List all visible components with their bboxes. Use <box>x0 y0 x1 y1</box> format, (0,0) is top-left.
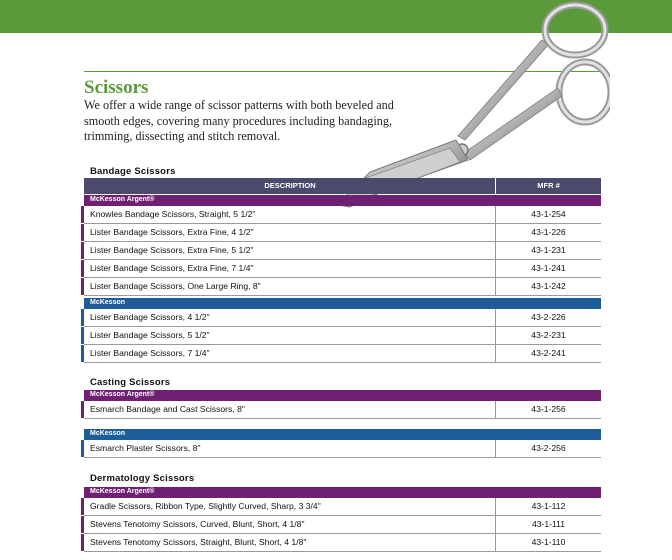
row-description: Gradle Scissors, Ribbon Type, Slightly Curved, Sharp, 3 3/4" <box>90 501 321 511</box>
brand-label: McKesson Argent® <box>90 196 155 203</box>
table-dermatology-argent <box>84 498 601 552</box>
brand-bar-mckesson <box>84 429 601 440</box>
row-description: Lister Bandage Scissors, One Large Ring, 8" <box>90 281 261 291</box>
column-mfr: MFR # <box>537 181 560 190</box>
brand-label: McKesson <box>90 299 126 306</box>
table-row <box>84 278 601 296</box>
brand-bar-argent <box>84 195 601 206</box>
table-row <box>84 440 601 458</box>
table-row <box>84 224 601 242</box>
row-description: Lister Bandage Scissors, Extra Fine, 7 1/4" <box>90 263 254 273</box>
brand-label: McKesson <box>90 430 126 437</box>
row-mfr-number: 43-1-256 <box>531 404 566 414</box>
section-title-casting: Casting Scissors <box>90 377 171 388</box>
table-row <box>84 327 601 345</box>
row-mfr-number: 43-1-242 <box>531 281 566 291</box>
row-description: Lister Bandage Scissors, 4 1/2" <box>90 312 210 322</box>
row-description: Lister Bandage Scissors, Extra Fine, 4 1/2" <box>90 227 254 237</box>
table-casting-mckesson <box>84 440 601 458</box>
table-row <box>84 309 601 327</box>
brand-bar-argent <box>84 390 601 401</box>
table-row <box>84 498 601 516</box>
row-mfr-number: 43-2-241 <box>531 348 566 358</box>
column-header <box>84 178 601 194</box>
row-description: Lister Bandage Scissors, 5 1/2" <box>90 330 210 340</box>
row-description: Stevens Tenotomy Scissors, Straight, Blunt, Short, 4 1/8" <box>90 537 307 547</box>
row-mfr-number: 43-1-110 <box>531 537 566 547</box>
row-description: Stevens Tenotomy Scissors, Curved, Blunt, Short, 4 1/8" <box>90 519 305 529</box>
row-mfr-number: 43-1-112 <box>531 501 566 511</box>
row-description: Lister Bandage Scissors, Extra Fine, 5 1/2" <box>90 245 254 255</box>
section-title-dermatology: Dermatology Scissors <box>90 473 195 484</box>
row-mfr-number: 43-1-226 <box>531 227 566 237</box>
brand-label: McKesson Argent® <box>90 391 155 398</box>
table-row <box>84 345 601 363</box>
table-row <box>84 206 601 224</box>
row-description: Knowles Bandage Scissors, Straight, 5 1/2" <box>90 209 256 219</box>
row-mfr-number: 43-1-254 <box>531 209 566 219</box>
row-mfr-number: 43-1-111 <box>531 519 566 529</box>
table-bandage-argent <box>84 206 601 296</box>
table-row <box>84 242 601 260</box>
table-casting-argent <box>84 401 601 419</box>
intro-text: We offer a wide range of scissor patterns with both beveled and smooth edges, covering many procedures including bandaging, trimming, dissecting and stitch removal. <box>84 98 394 143</box>
row-description: Esmarch Plaster Scissors, 8" <box>90 443 201 453</box>
row-mfr-number: 43-2-231 <box>531 330 566 340</box>
brand-bar-mckesson <box>84 298 601 309</box>
table-row <box>84 401 601 419</box>
row-mfr-number: 43-1-231 <box>531 245 566 255</box>
section-title-bandage: Bandage Scissors <box>90 166 176 177</box>
table-row <box>84 260 601 278</box>
table-bandage-mckesson <box>84 309 601 363</box>
table-row <box>84 534 601 552</box>
row-mfr-number: 43-2-256 <box>531 443 566 453</box>
page-title: Scissors <box>84 77 149 98</box>
row-description: Lister Bandage Scissors, 7 1/4" <box>90 348 210 358</box>
brand-bar-argent <box>84 487 601 498</box>
row-description: Esmarch Bandage and Cast Scissors, 8" <box>90 404 245 414</box>
row-mfr-number: 43-1-241 <box>531 263 566 273</box>
table-row <box>84 516 601 534</box>
brand-label: McKesson Argent® <box>90 488 155 495</box>
row-mfr-number: 43-2-226 <box>531 312 566 322</box>
column-description: DESCRIPTION <box>264 181 316 190</box>
